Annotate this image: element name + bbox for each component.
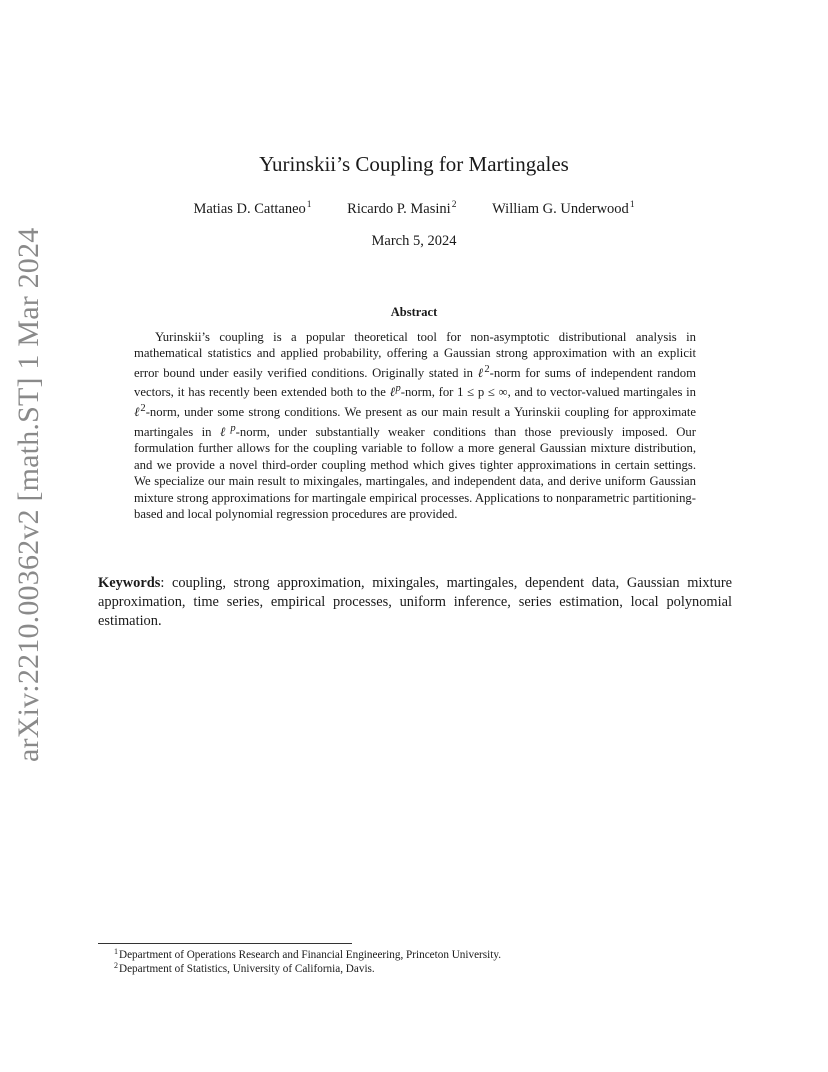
keywords-label: Keywords xyxy=(98,575,161,591)
author-list xyxy=(0,199,828,219)
footnote-1 xyxy=(114,948,501,962)
math-superscript: p xyxy=(395,383,401,395)
abstract-text xyxy=(134,329,696,522)
author-name: William G. Underwood xyxy=(492,201,629,217)
footnote-mark: 1 xyxy=(114,947,118,956)
affiliation-mark: 1 xyxy=(629,200,635,210)
footnote-divider xyxy=(98,943,352,944)
abstract-heading: Abstract xyxy=(390,305,438,319)
publication-date: March 5, 2024 xyxy=(371,233,457,249)
abstract-segment: -norm, under substantially weaker conditions than those previously imposed. Our formulation further allows for the coupling variable to follow a more general Gaussian mixture distribution, and we provide a novel third-order coupling method which gives tighter approximations in certain settings. We specialize our main result to mixingales, martingales, and independent data, and derive uniform Gaussian mixture strong approximations for martingale empirical processes. Applications to nonparametric partitioning-based and local polynomial regression procedures are provided. xyxy=(134,424,696,521)
paper-title: Yurinskii’s Coupling for Martingales xyxy=(259,152,569,176)
math-superscript: 2 xyxy=(484,363,490,375)
affiliation-mark: 2 xyxy=(451,200,457,210)
arxiv-identifier-stamp: arXiv:2210.00362v2 [math.ST] 1 Mar 2024 xyxy=(12,227,45,762)
keywords-paragraph xyxy=(98,574,732,631)
math-ell: ℓ xyxy=(219,424,231,439)
math-ell: ℓ xyxy=(389,385,396,400)
abstract-segment: , and to vector-valued martingales in xyxy=(507,385,696,400)
abstract-segment: -norm for sums of independent random vectors, it has recently been extended both to the xyxy=(134,366,696,400)
math-ell: ℓ xyxy=(134,405,141,420)
math-superscript: 2 xyxy=(140,403,146,415)
keywords-text: : coupling, strong approximation, mixingales, martingales, dependent data, Gaussian mixture approximation, time series, empirical processes, uniform inference, series estimation, local polynomial estimation. xyxy=(98,575,732,629)
author-3 xyxy=(492,199,635,219)
author-1 xyxy=(193,199,311,219)
author-name: Ricardo P. Masini xyxy=(347,201,451,217)
author-name: Matias D. Cattaneo xyxy=(193,201,306,217)
abstract-segment: -norm, under some strong conditions. We present as our main result a Yurinskii coupling for approximate martingales in xyxy=(134,405,696,439)
footnote-mark: 2 xyxy=(114,961,118,970)
footnote-text: Department of Statistics, University of California, Davis. xyxy=(119,963,375,975)
math-range: 1 ≤ p ≤ ∞ xyxy=(457,385,508,400)
affiliation-mark: 1 xyxy=(306,200,312,210)
author-2 xyxy=(347,199,456,219)
footnote-2 xyxy=(114,962,375,976)
math-ell: ℓ xyxy=(477,366,485,381)
abstract-segment: Yurinskii’s coupling is a popular theoretical tool for non-asymptotic distributional analysis in mathematical statistics and applied probability, offering a Gaussian strong approximation with an explicit error bound under easily verified conditions. Originally stated in xyxy=(134,330,696,381)
footnote-text: Department of Operations Research and Financial Engineering, Princeton University. xyxy=(119,949,502,961)
abstract-segment: -norm, for xyxy=(400,385,458,400)
math-superscript: p xyxy=(230,422,236,434)
